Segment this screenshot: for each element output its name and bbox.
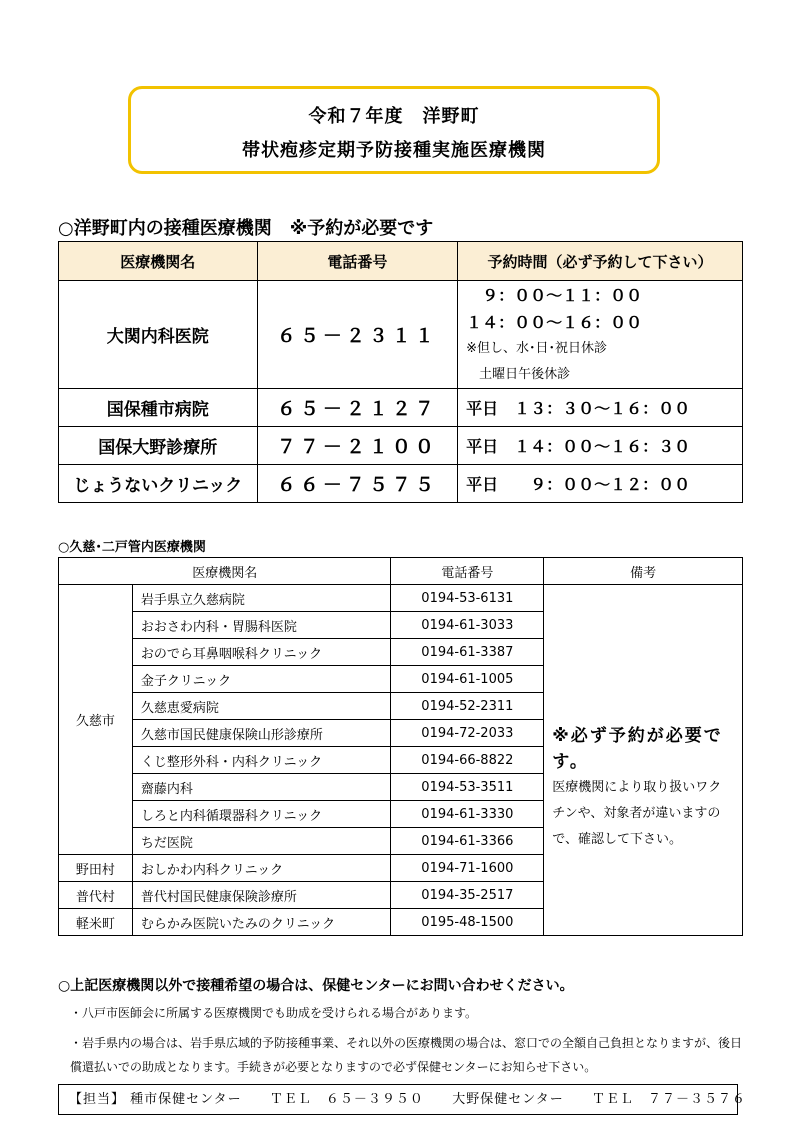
reservation-required-note: ※必ず予約が必要です。 [552, 726, 723, 772]
clinic-phone: ７７－２１００ [257, 427, 458, 465]
clinic-name: むらかみ医院いたみのクリニック [132, 909, 391, 936]
vaccine-note: 医療機関により取り扱いワクチンや、対象者が違いますので、確認して下さい。 [552, 780, 722, 847]
title-box [128, 86, 660, 174]
clinic-name: 大関内科医院 [59, 281, 258, 389]
clinic-name: おおさわ内科・胃腸科医院 [132, 612, 391, 639]
table-header-row [59, 558, 743, 585]
clinic-name: しろと内科循環器科クリニック [132, 801, 391, 828]
clinic-phone: 0194-61-3330 [391, 801, 544, 828]
header-remarks: 備考 [544, 558, 743, 585]
header-institution: 医療機関名 [59, 242, 258, 281]
clinic-name: 久慈恵愛病院 [132, 693, 391, 720]
clinic-phone: 0194-35-2517 [391, 882, 544, 909]
clinic-name: 金子クリニック [132, 666, 391, 693]
clinic-name: 久慈市国民健康保険山形診療所 [132, 720, 391, 747]
table-row [59, 389, 743, 427]
page-title: 帯状疱疹定期予防接種実施医療機関 [242, 140, 546, 161]
clinic-phone: ６５－２１２７ [257, 389, 458, 427]
clinic-hours: 平日 １３：３０～１６：００ [458, 389, 743, 427]
clinic-phone: 0194-52-2311 [391, 693, 544, 720]
regional-clinics-table [58, 557, 743, 936]
table-row [59, 465, 743, 503]
bullet-iwate: ・岩手県内の場合は、岩手県広域的予防接種事業、それ以外の医療機関の場合は、窓口での全額自己負担となりますが、後日償還払いでの助成となります。手続きが必要となりますので必ず保健センターにお知らせ下さい。 [70, 1036, 743, 1074]
header-reservation-time: 予約時間（必ず予約して下さい） [458, 242, 743, 281]
clinic-phone: 0194-71-1600 [391, 855, 544, 882]
clinic-name: 齋藤内科 [132, 774, 391, 801]
clinic-phone: 0194-66-8822 [391, 747, 544, 774]
header-institution: 医療機関名 [59, 558, 391, 585]
clinic-name: おしかわ内科クリニック [132, 855, 391, 882]
city-label: 軽米町 [59, 909, 133, 936]
table-row [59, 585, 743, 612]
clinic-name: ちだ医院 [132, 828, 391, 855]
table-header-row [59, 242, 743, 281]
city-label: 久慈市 [59, 585, 133, 855]
remarks-cell [544, 585, 743, 936]
clinic-name: じょうないクリニック [59, 465, 258, 503]
table-row [59, 427, 743, 465]
contact-center1: 種市保健センター [130, 1092, 242, 1107]
title-year-town: 令和７年度 洋野町 [308, 106, 480, 127]
city-label: 普代村 [59, 882, 133, 909]
town-clinics-table [58, 241, 743, 503]
clinic-phone: 0194-61-3366 [391, 828, 544, 855]
clinic-phone: ６５－２３１１ [257, 281, 458, 389]
clinic-phone: ６６－７５７５ [257, 465, 458, 503]
header-phone: 電話番号 [257, 242, 458, 281]
clinic-name: 普代村国民健康保険診療所 [132, 882, 391, 909]
hours-note: ※但し、水･日･祝日休診 [466, 340, 608, 356]
contact-label: 【担当】 [69, 1092, 126, 1107]
contact-center2: 大野保健センター [452, 1092, 564, 1107]
section2-heading: ○久慈･二戸管内医療機関 [58, 540, 206, 555]
clinic-name: おのでら耳鼻咽喉科クリニック [132, 639, 391, 666]
table-row [59, 281, 743, 389]
section1-heading: ○洋野町内の接種医療機関 ※予約が必要です [58, 218, 434, 239]
contact-box [58, 1084, 746, 1115]
contact-tel1: ＴＥＬ ６５－３９５０ [269, 1092, 424, 1107]
bullet-hachinohe: ・八戸市医師会に所属する医療機関でも助成を受けられる場合があります。 [70, 1006, 478, 1020]
clinic-phone: 0194-72-2033 [391, 720, 544, 747]
clinic-phone: 0194-61-1005 [391, 666, 544, 693]
clinic-phone: 0194-61-3033 [391, 612, 544, 639]
section3-heading: ○上記医療機関以外で接種希望の場合は、保健センターにお問い合わせください。 [58, 978, 574, 994]
clinic-name: 岩手県立久慈病院 [132, 585, 391, 612]
clinic-name: 国保種市病院 [59, 389, 258, 427]
header-phone: 電話番号 [391, 558, 544, 585]
hours-line: ９：００～１１：００ [466, 285, 643, 305]
clinic-hours: 平日 １４：００～１６：３０ [458, 427, 743, 465]
city-label: 野田村 [59, 855, 133, 882]
clinic-hours: 平日 ９：００～１２：００ [458, 465, 743, 503]
clinic-hours [458, 281, 743, 389]
clinic-phone: 0195-48-1500 [391, 909, 544, 936]
clinic-name: 国保大野診療所 [59, 427, 258, 465]
clinic-phone: 0194-61-3387 [391, 639, 544, 666]
contact-tel2: ＴＥＬ ７７－３５７６ [591, 1092, 746, 1107]
clinic-phone: 0194-53-6131 [391, 585, 544, 612]
hours-line: １４：００～１６：００ [466, 312, 643, 332]
hours-note: 土曜日午後休診 [466, 366, 571, 382]
clinic-phone: 0194-53-3511 [391, 774, 544, 801]
clinic-name: くじ整形外科・内科クリニック [132, 747, 391, 774]
